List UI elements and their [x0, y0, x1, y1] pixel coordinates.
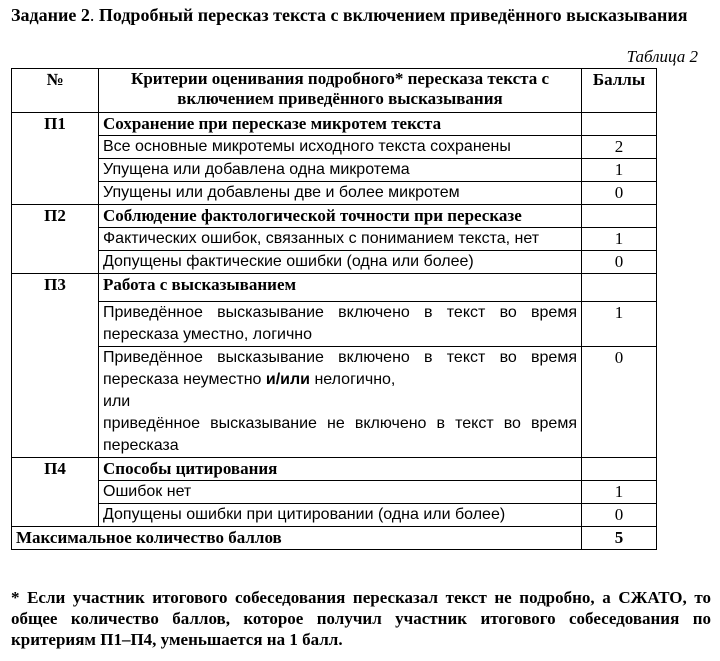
criterion-points: 0: [582, 347, 657, 458]
section-title-p3: Работа с высказыванием: [99, 274, 582, 302]
criterion-text: Фактических ошибок, связанных с пониманием текста, нет: [99, 228, 582, 251]
criterion-text-bold: и/или: [265, 371, 311, 388]
max-score-row: [12, 527, 657, 550]
task-title: [11, 4, 711, 26]
criterion-text: Упущена или добавлена одна микротема: [99, 159, 582, 182]
footnote: * Если участник итогового собеседования пересказал текст не подробно, а СЖАТО, то общее количество баллов, которое получил участник итогового собеседования по критериям П1–П4, уменьшается на 1 балл.: [11, 588, 711, 649]
table-row: [12, 347, 657, 458]
section-points-empty: [582, 458, 657, 481]
table-row: [12, 228, 657, 251]
criteria-table: [11, 68, 657, 550]
header-criteria: Критерии оценивания подробного* пересказа текста с включением приведённого высказывания: [99, 69, 582, 113]
section-points-empty: [582, 113, 657, 136]
criterion-text-or: или: [103, 393, 131, 410]
section-title-p4: Способы цитирования: [99, 458, 582, 481]
table-caption: Таблица 2: [626, 47, 698, 66]
table-row: [12, 302, 657, 347]
section-points-empty: [582, 274, 657, 302]
criterion-points: 2: [582, 136, 657, 159]
criterion-text-main: [103, 347, 577, 391]
header-number: №: [12, 69, 99, 113]
criterion-text: Все основные микротемы исходного текста сохранены: [99, 136, 582, 159]
task-label-dot: .: [89, 5, 95, 25]
section-code-p4: П4: [12, 458, 99, 527]
table-row: [12, 504, 657, 527]
criterion-points: 1: [582, 228, 657, 251]
criterion-points: 0: [582, 504, 657, 527]
section-row-p1: [12, 113, 657, 136]
criterion-text: Допущены ошибки при цитировании (одна или более): [99, 504, 582, 527]
criterion-text: Ошибок нет: [99, 481, 582, 504]
section-row-p3: [12, 274, 657, 302]
table-row: [12, 481, 657, 504]
max-score-label: Максимальное количество баллов: [12, 527, 99, 550]
table-row: [12, 159, 657, 182]
table-row: [12, 136, 657, 159]
criterion-text: Допущены фактические ошибки (одна или более): [99, 251, 582, 274]
section-points-empty: [582, 205, 657, 228]
table-header-row: [12, 69, 657, 113]
section-row-p2: [12, 205, 657, 228]
task-label: Задание 2: [11, 5, 90, 25]
section-code-p3: П3: [12, 274, 99, 458]
criterion-points: 1: [582, 159, 657, 182]
task-title-text: Подробный пересказ текста с включением приведённого высказывания: [98, 5, 688, 25]
header-points: Баллы: [582, 69, 657, 113]
criterion-text-before: Приведённое высказывание включено в текст во время пересказа неуместно: [103, 349, 577, 388]
criterion-text-after: нелогично,: [310, 371, 396, 388]
max-score-value: 5: [582, 527, 657, 550]
table-row: [12, 251, 657, 274]
section-title-p2: Соблюдение фактологической точности при пересказе: [99, 205, 582, 228]
criterion-text-compound: [99, 347, 582, 458]
section-code-p1: П1: [12, 113, 99, 205]
criterion-points: 1: [582, 481, 657, 504]
section-title-p1: Сохранение при пересказе микротем текста: [99, 113, 582, 136]
table-row: [12, 182, 657, 205]
criterion-text: Приведённое высказывание включено в текст во время пересказа уместно, логично: [99, 302, 582, 347]
criterion-points: 1: [582, 302, 657, 347]
criterion-points: 0: [582, 251, 657, 274]
section-row-p4: [12, 458, 657, 481]
section-code-p2: П2: [12, 205, 99, 274]
criterion-text: Упущены или добавлены две и более микротем: [99, 182, 582, 205]
criterion-text-alt: приведённое высказывание не включено в текст во время пересказа: [103, 415, 577, 454]
criterion-points: 0: [582, 182, 657, 205]
